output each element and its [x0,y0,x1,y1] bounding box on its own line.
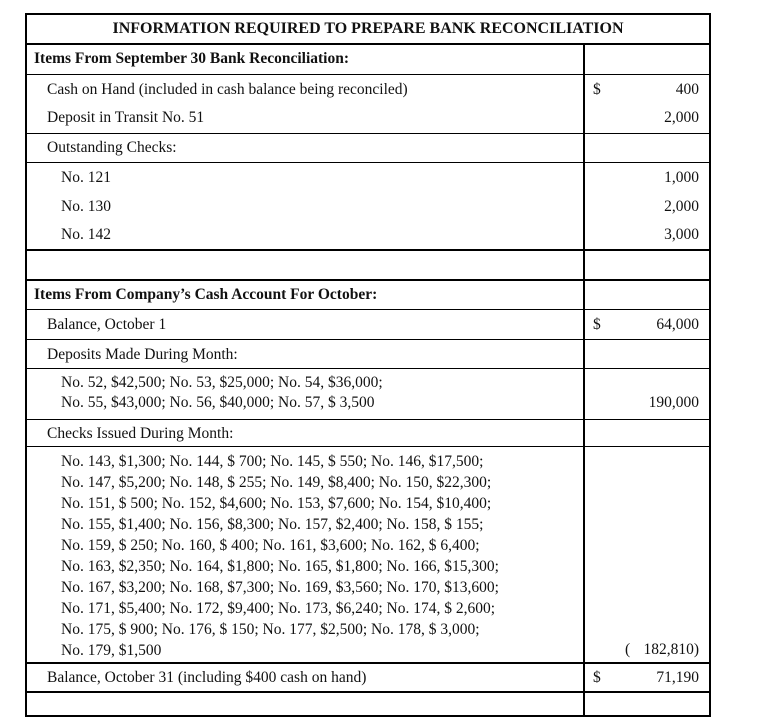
title-row [27,15,709,43]
checks-line: No. 167, $3,200; No. 168, $7,300; No. 169, $3,560; No. 170, $13,600; [61,579,499,596]
check-label: No. 130 [61,198,111,215]
balance-oct1-amount: 64,000 [656,316,699,333]
checks-line: No. 171, $5,400; No. 172, $9,400; No. 173, $6,240; No. 174, $ 2,600; [61,600,495,617]
deposits-line: No. 55, $43,000; No. 56, $40,000; No. 57, $ 3,500 [61,394,375,411]
deposits-label: Deposits Made During Month: [47,346,238,363]
table-row [27,221,709,249]
checks-line: No. 175, $ 900; No. 176, $ 150; No. 177, $2,500; No. 178, $ 3,000; [61,621,480,638]
deposit-transit-label: Deposit in Transit No. 51 [47,109,205,126]
deposit-transit-amount: 2,000 [664,109,699,126]
table-title: INFORMATION REQUIRED TO PREPARE BANK RECONCILIATION [112,20,624,37]
checks-line: No. 179, $1,500 [61,642,162,659]
section1-heading-row [27,43,709,74]
cash-on-hand-amount: 400 [675,81,699,98]
deposits-total: 190,000 [648,394,699,411]
table-row [27,133,709,162]
balance-oct31-label: Balance, October 31 (including $400 cash on hand) [47,669,367,686]
table-row [27,104,709,133]
checks-line: No. 147, $5,200; No. 148, $ 255; No. 149, $8,400; No. 150, $22,300; [61,474,492,491]
outstanding-checks-label: Outstanding Checks: [47,139,177,156]
section2-heading: Items From Company’s Cash Account For October: [34,286,378,303]
checks-total: 182,810) [643,641,699,658]
table-row [27,662,709,691]
reconciliation-table [25,13,711,717]
checks-issued-row [27,446,709,662]
table-row [27,309,709,339]
checks-issued-label: Checks Issued During Month: [47,425,234,442]
deposits-line: No. 52, $42,500; No. 53, $25,000; No. 54, $36,000; [61,374,383,391]
table-row [27,419,709,446]
check-label: No. 121 [61,169,111,186]
check-amount: 2,000 [664,198,699,215]
balance-oct31-amount: 71,190 [656,669,699,686]
open-paren: ( [625,641,631,658]
checks-line: No. 163, $2,350; No. 164, $1,800; No. 165, $1,800; No. 166, $15,300; [61,558,499,575]
table-row [27,192,709,221]
check-amount: 1,000 [664,169,699,186]
check-amount: 3,000 [664,226,699,243]
currency-symbol: $ [593,669,601,686]
spacer-row [27,691,709,715]
checks-line: No. 143, $1,300; No. 144, $ 700; No. 145, $ 550; No. 146, $17,500; [61,453,484,470]
cash-on-hand-label: Cash on Hand (included in cash balance being reconciled) [47,81,408,98]
table-row [27,74,709,104]
checks-line: No. 159, $ 250; No. 160, $ 400; No. 161, $3,600; No. 162, $ 6,400; [61,537,480,554]
table-row [27,162,709,192]
checks-line: No. 151, $ 500; No. 152, $4,600; No. 153, $7,600; No. 154, $10,400; [61,495,492,512]
deposits-row [27,368,709,419]
checks-line: No. 155, $1,400; No. 156, $8,300; No. 157, $2,400; No. 158, $ 155; [61,516,484,533]
currency-symbol: $ [593,316,601,333]
table-row [27,339,709,368]
section2-heading-row [27,279,709,309]
check-label: No. 142 [61,226,111,243]
currency-symbol: $ [593,81,601,98]
balance-oct1-label: Balance, October 1 [47,316,167,333]
spacer-row [27,249,709,279]
section1-heading: Items From September 30 Bank Reconciliation: [34,50,349,67]
